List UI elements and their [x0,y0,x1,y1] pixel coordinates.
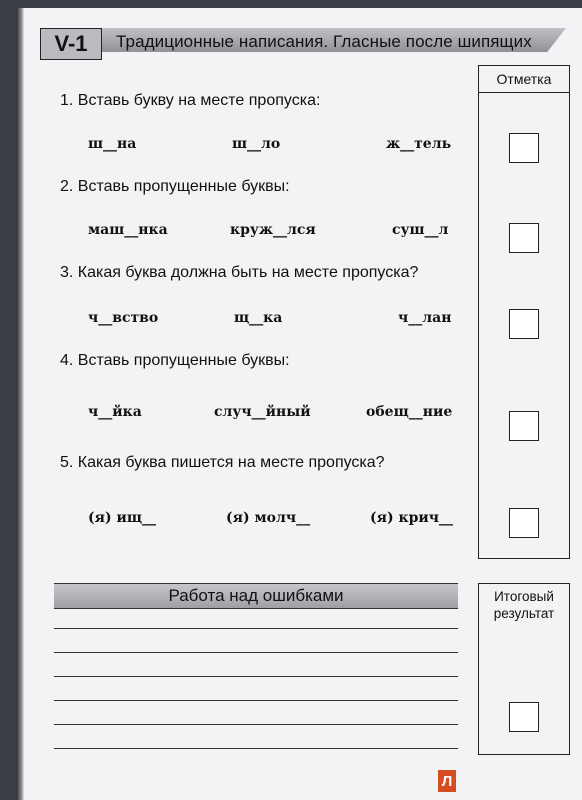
grade-box-2[interactable] [509,223,539,253]
worksheet-page [16,8,582,800]
answer-line[interactable] [54,676,458,677]
question-5: 5. Какая буква пишется на месте пропуска? [60,454,385,471]
word-5-2: (я) молч__ [226,510,311,526]
question-4: 4. Вставь пропущенные буквы: [60,352,290,369]
word-2-1: маш__нка [88,222,168,238]
variant-badge: V-1 [40,28,102,60]
grade-box-1[interactable] [509,133,539,163]
answer-line[interactable] [54,748,458,749]
grade-column [478,65,570,559]
word-3-1: ч__вство [88,310,159,326]
grade-box-3[interactable] [509,309,539,339]
word-1-2: ш__ло [232,136,281,152]
question-1: 1. Вставь букву на месте пропуска: [60,92,321,109]
word-2-3: суш__л [392,222,449,238]
result-box [478,583,570,755]
grade-column-label: Отметка [479,66,569,93]
question-3: 3. Какая буква должна быть на месте пропуска? [60,264,419,281]
answer-line[interactable] [54,628,458,629]
word-4-1: ч__йка [88,404,142,420]
answer-line[interactable] [54,652,458,653]
word-2-2: круж__лся [230,222,316,238]
word-3-2: щ__ка [234,310,283,326]
result-grade-box[interactable] [509,702,539,732]
word-3-3: ч__лан [398,310,452,326]
word-5-1: (я) ищ__ [88,510,156,526]
word-1-3: ж__тель [386,136,452,152]
question-2: 2. Вставь пропущенные буквы: [60,178,290,195]
word-1-1: ш__на [88,136,137,152]
word-4-3: обещ__ние [366,404,453,420]
publisher-logo: Л [438,770,456,792]
grade-box-5[interactable] [509,508,539,538]
answer-line[interactable] [54,700,458,701]
errors-section-header [54,583,458,609]
page-title: Традиционные написания. Гласные после шипящих [116,32,532,51]
grade-box-4[interactable] [509,411,539,441]
word-4-2: случ__йный [214,404,311,420]
result-label: Итоговый результат [493,589,555,621]
word-5-3: (я) крич__ [370,510,453,526]
errors-section-title: Работа над ошибками [168,586,344,605]
answer-line[interactable] [54,724,458,725]
